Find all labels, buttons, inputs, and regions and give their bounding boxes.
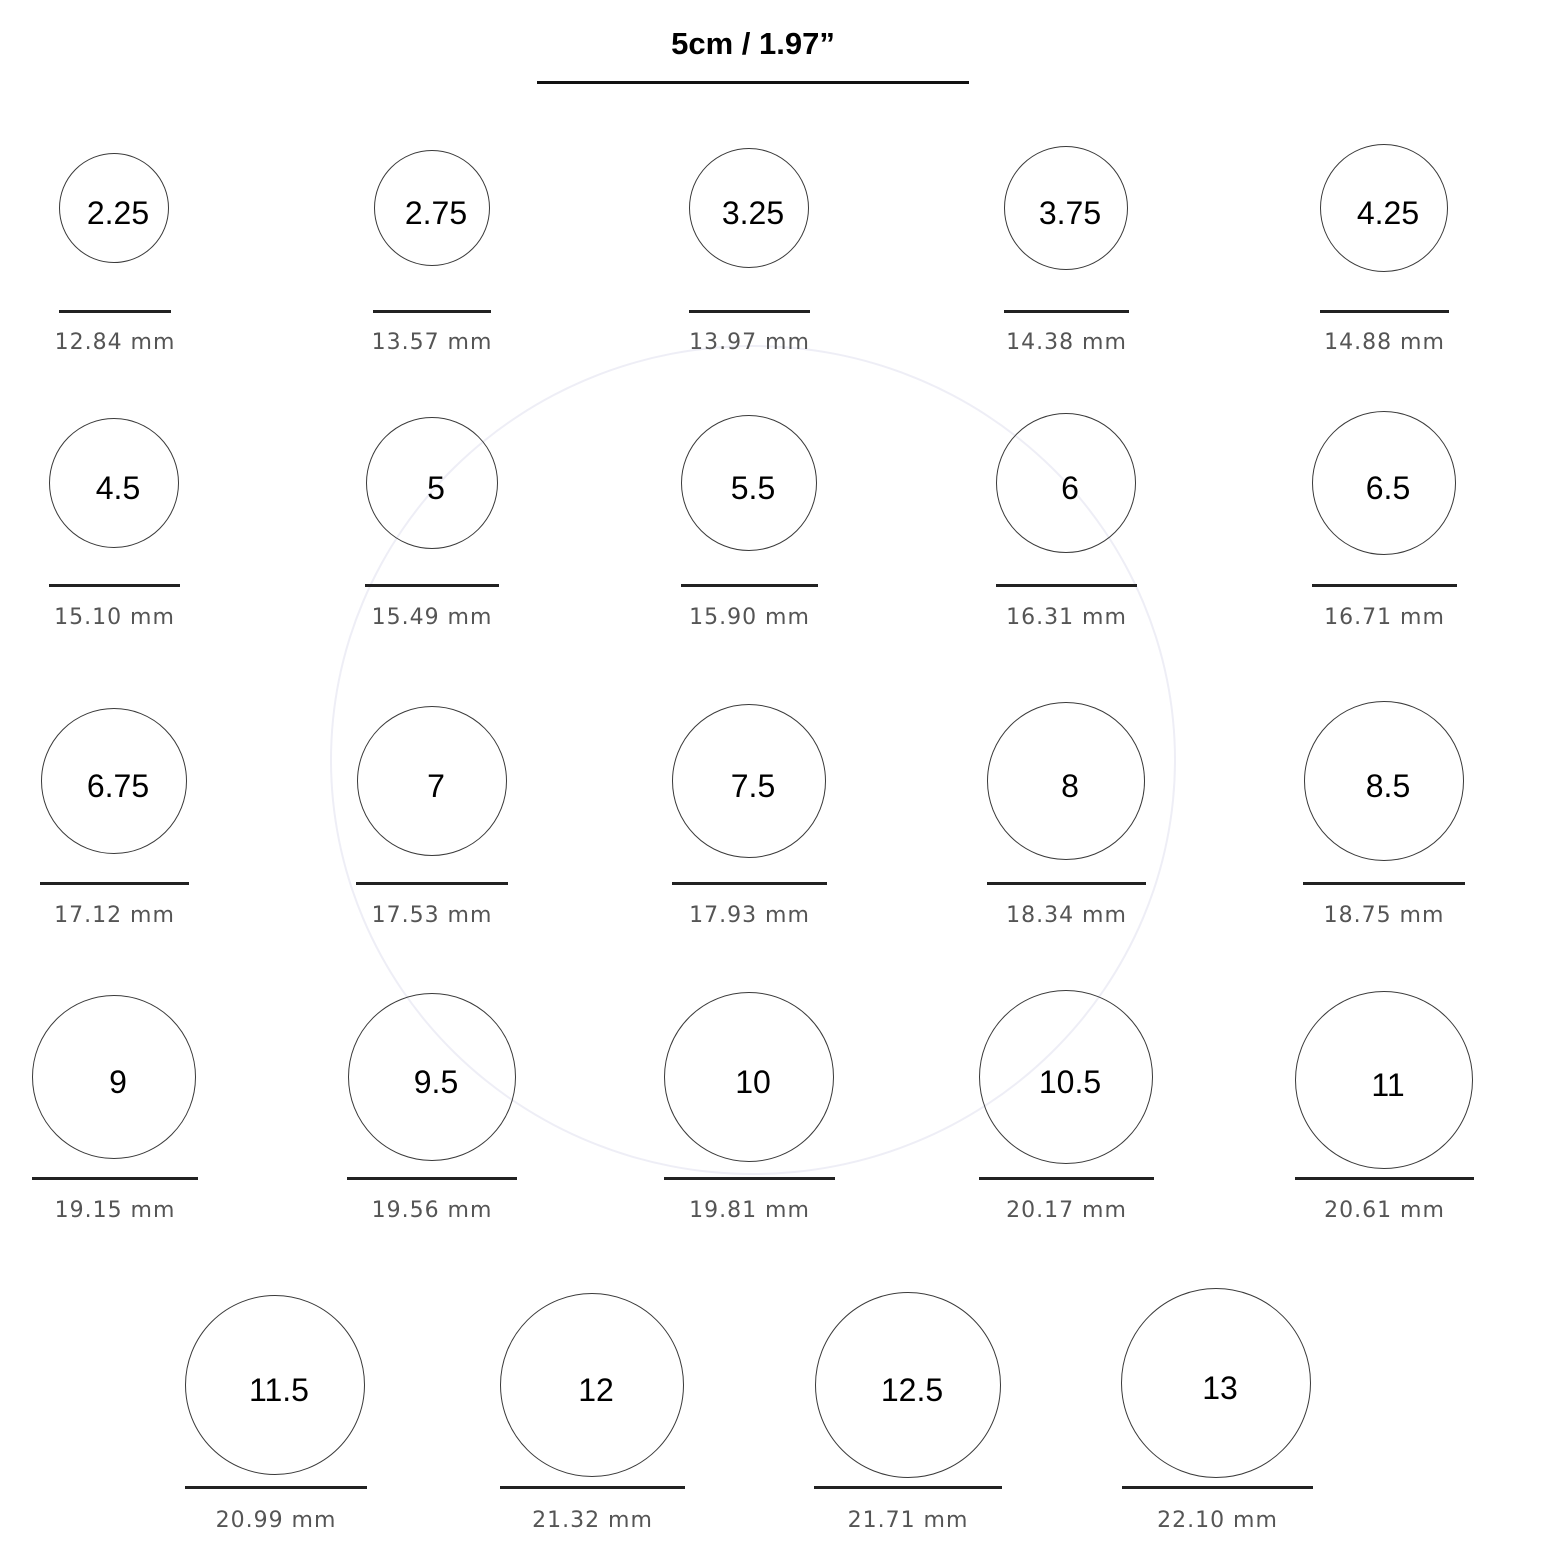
diameter-line: [996, 584, 1137, 587]
diameter-label: 17.53 mm: [371, 903, 493, 928]
ring-size-label: 11.5: [249, 1372, 309, 1408]
diameter-line: [59, 310, 171, 313]
diameter-label: 15.90 mm: [689, 605, 810, 630]
diameter-label: 21.32 mm: [532, 1508, 653, 1533]
diameter-line: [814, 1486, 1002, 1489]
ring-size-label: 10: [735, 1064, 771, 1100]
diameter-label: 22.10 mm: [1157, 1508, 1278, 1533]
ring-size-label: 13: [1202, 1370, 1238, 1406]
diameter-line: [356, 882, 508, 885]
diameter-label: 20.99 mm: [215, 1508, 337, 1533]
diameter-line: [689, 310, 810, 313]
ring-size-label: 12.5: [880, 1372, 944, 1408]
diameter-line: [185, 1486, 367, 1489]
diameter-label: 12.84 mm: [54, 330, 176, 355]
scale-label: 5cm / 1.97”: [671, 26, 835, 61]
ring-size-label: 4.25: [1356, 195, 1420, 231]
diameter-line: [40, 882, 189, 885]
ring-size-label: 7: [427, 768, 445, 804]
diameter-line: [32, 1177, 198, 1180]
ring-size-label: 9: [109, 1064, 127, 1100]
diameter-label: 14.38 mm: [1006, 330, 1127, 355]
ring-size-label: 6.5: [1365, 470, 1411, 506]
diameter-label: 19.81 mm: [689, 1198, 810, 1223]
ring-size-label: 2.75: [404, 195, 468, 231]
ring-size-label: 3.75: [1038, 195, 1102, 231]
diameter-line: [365, 584, 499, 587]
ring-size-label: 3.25: [721, 195, 785, 231]
ring-size-label: 5: [427, 470, 445, 506]
diameter-label: 18.75 mm: [1323, 903, 1445, 928]
diameter-line: [500, 1486, 685, 1489]
diameter-line: [672, 882, 827, 885]
diameter-label: 21.71 mm: [847, 1508, 969, 1533]
diameter-label: 15.49 mm: [371, 605, 493, 630]
diameter-line: [1320, 310, 1449, 313]
ring-size-label: 4.5: [95, 470, 141, 506]
diameter-label: 20.17 mm: [1006, 1198, 1127, 1223]
diameter-line: [373, 310, 491, 313]
diameter-label: 19.15 mm: [54, 1198, 176, 1223]
scale-bar: [537, 81, 969, 84]
diameter-label: 16.31 mm: [1006, 605, 1127, 630]
ring-size-label: 6.75: [86, 768, 150, 804]
ring-size-label: 5.5: [730, 470, 776, 506]
diameter-label: 14.88 mm: [1324, 330, 1445, 355]
diameter-label: 20.61 mm: [1324, 1198, 1445, 1223]
ring-size-label: 2.25: [86, 195, 150, 231]
diameter-line: [1295, 1177, 1474, 1180]
ring-size-label: 7.5: [730, 768, 776, 804]
diameter-line: [1004, 310, 1129, 313]
diameter-label: 15.10 mm: [54, 605, 175, 630]
ring-size-label: 8: [1061, 768, 1079, 804]
ring-size-label: 8.5: [1365, 768, 1411, 804]
diameter-line: [681, 584, 818, 587]
ring-size-label: 10.5: [1038, 1064, 1102, 1100]
diameter-label: 13.97 mm: [689, 330, 810, 355]
diameter-line: [664, 1177, 835, 1180]
diameter-label: 19.56 mm: [371, 1198, 493, 1223]
diameter-label: 16.71 mm: [1324, 605, 1445, 630]
diameter-line: [987, 882, 1146, 885]
diameter-label: 17.93 mm: [689, 903, 810, 928]
ring-size-label: 9.5: [413, 1064, 459, 1100]
diameter-line: [1312, 584, 1457, 587]
ring-size-label: 6: [1061, 470, 1079, 506]
diameter-line: [1122, 1486, 1313, 1489]
diameter-line: [1303, 882, 1465, 885]
ring-size-label: 12: [578, 1372, 614, 1408]
diameter-line: [979, 1177, 1154, 1180]
diameter-line: [347, 1177, 517, 1180]
diameter-label: 18.34 mm: [1006, 903, 1127, 928]
diameter-line: [49, 584, 180, 587]
ring-size-label: 11: [1371, 1067, 1405, 1103]
diameter-label: 13.57 mm: [371, 330, 493, 355]
diameter-label: 17.12 mm: [54, 903, 175, 928]
